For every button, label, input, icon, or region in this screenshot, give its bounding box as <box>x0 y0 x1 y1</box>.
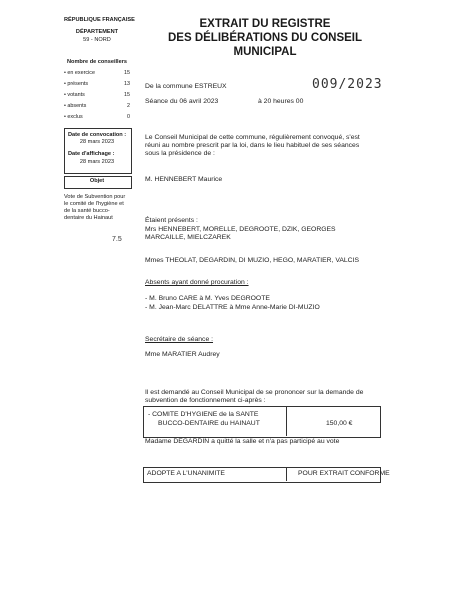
departement-label: DÉPARTEMENT <box>75 29 119 35</box>
count-row-en-exercice <box>64 70 130 77</box>
subvention-item-line-1: - COMITE D'HYGIENE de la SANTE <box>148 411 259 418</box>
presents-line-1: Mrs HENNEBERT, MORELLE, DEGROOTE, DZIK, GEORGES <box>145 226 336 233</box>
absent-line-1: - M. Bruno CARE à M. Yves DEGROOTE <box>145 295 270 302</box>
seance-heure: à 20 heures 00 <box>258 98 304 105</box>
affichage-label: Date d'affichage : <box>68 151 115 157</box>
presents-line-2: MARCAILLE, MIELCZAREK <box>145 234 231 241</box>
count-row-votants <box>64 92 130 99</box>
adoption-result: ADOPTE A L'UNANIMITE <box>147 470 225 477</box>
secretary-label: Secrétaire de séance : <box>145 336 214 343</box>
objet-line-3: de la santé bucco- <box>64 208 110 214</box>
intro-line-3: sous la présidence de : <box>145 150 215 157</box>
convocation-date: 28 mars 2023 <box>79 139 115 145</box>
objet-line-2: le comité de l'hygiène et <box>64 201 124 207</box>
republique-francaise: RÉPUBLIQUE FRANÇAISE <box>64 17 135 23</box>
convocation-label: Date de convocation : <box>68 132 127 138</box>
seance-date: Séance du 06 avril 2023 <box>145 98 219 105</box>
subvention-item-line-2: BUCCO-DENTAIRE du HAINAUT <box>158 420 260 427</box>
request-line-1: Il est demandé au Conseil Municipal de se prononcer sur la demande de <box>145 389 364 396</box>
conseillers-title: Nombre de conseillers <box>67 59 127 65</box>
objet-line-1: Vote de Subvention pour <box>64 194 126 200</box>
absent-line-2: - M. Jean-Marc DELATTRE à Mme Anne-Marie DI-MUZIO <box>145 304 320 311</box>
request-line-2: subvention de fonctionnement ci-après : <box>145 397 266 404</box>
presents-label: Étaient présents : <box>145 217 198 224</box>
title-line-2: DES DÉLIBÉRATIONS DU CONSEIL <box>167 32 363 44</box>
count-label: • votants <box>64 92 85 98</box>
absents-label: Absents ayant donné procuration : <box>145 279 249 286</box>
subvention-amount: 150,00 € <box>326 420 353 427</box>
count-row-absents <box>64 103 130 110</box>
commune-line: De la commune ESTREUX <box>145 83 227 90</box>
intro-line-2: réuni au nombre prescrit par la loi, dans le lieu habituel de ses séances <box>145 142 360 149</box>
count-label: • exclus <box>64 114 83 120</box>
count-label: • absents <box>64 103 87 109</box>
president: M. HENNEBERT Maurice <box>145 176 223 183</box>
secretary-name: Mme MARATIER Audrey <box>145 351 220 358</box>
count-row-presents <box>64 81 130 88</box>
affichage-date: 28 mars 2023 <box>79 159 115 165</box>
departement-name: 59 - NORD <box>83 37 111 43</box>
deliberation-number: 009/2023 <box>312 77 383 92</box>
count-value: 13 <box>124 81 130 87</box>
objet-label: Objet <box>89 178 105 184</box>
degardin-note: Madame DEGARDIN a quitté la salle et n'a pas participé au vote <box>145 438 340 445</box>
decision-divider <box>286 467 287 481</box>
count-label: • en exercice <box>64 70 95 76</box>
title-line-3: MUNICIPAL <box>233 46 297 58</box>
intro-line-1: Le Conseil Municipal de cette commune, régulièrement convoqué, s'est <box>145 134 360 141</box>
count-value: 0 <box>127 114 130 120</box>
count-row-exclus <box>64 114 130 121</box>
presents-line-3: Mmes THEOLAT, DEGARDIN, DI MUZIO, HEGO, MARATIER, VALCIS <box>145 257 360 264</box>
title-line-1: EXTRAIT DU REGISTRE <box>199 18 331 30</box>
objet-code: 7.5 <box>112 236 122 243</box>
table-divider <box>286 406 287 436</box>
extrait-conforme: POUR EXTRAIT CONFORME <box>298 470 390 477</box>
count-value: 15 <box>124 70 130 76</box>
count-value: 15 <box>124 92 130 98</box>
count-label: • présents <box>64 81 89 87</box>
count-value: 2 <box>127 103 130 109</box>
objet-line-4: dentaire du Hainaut <box>64 215 113 221</box>
